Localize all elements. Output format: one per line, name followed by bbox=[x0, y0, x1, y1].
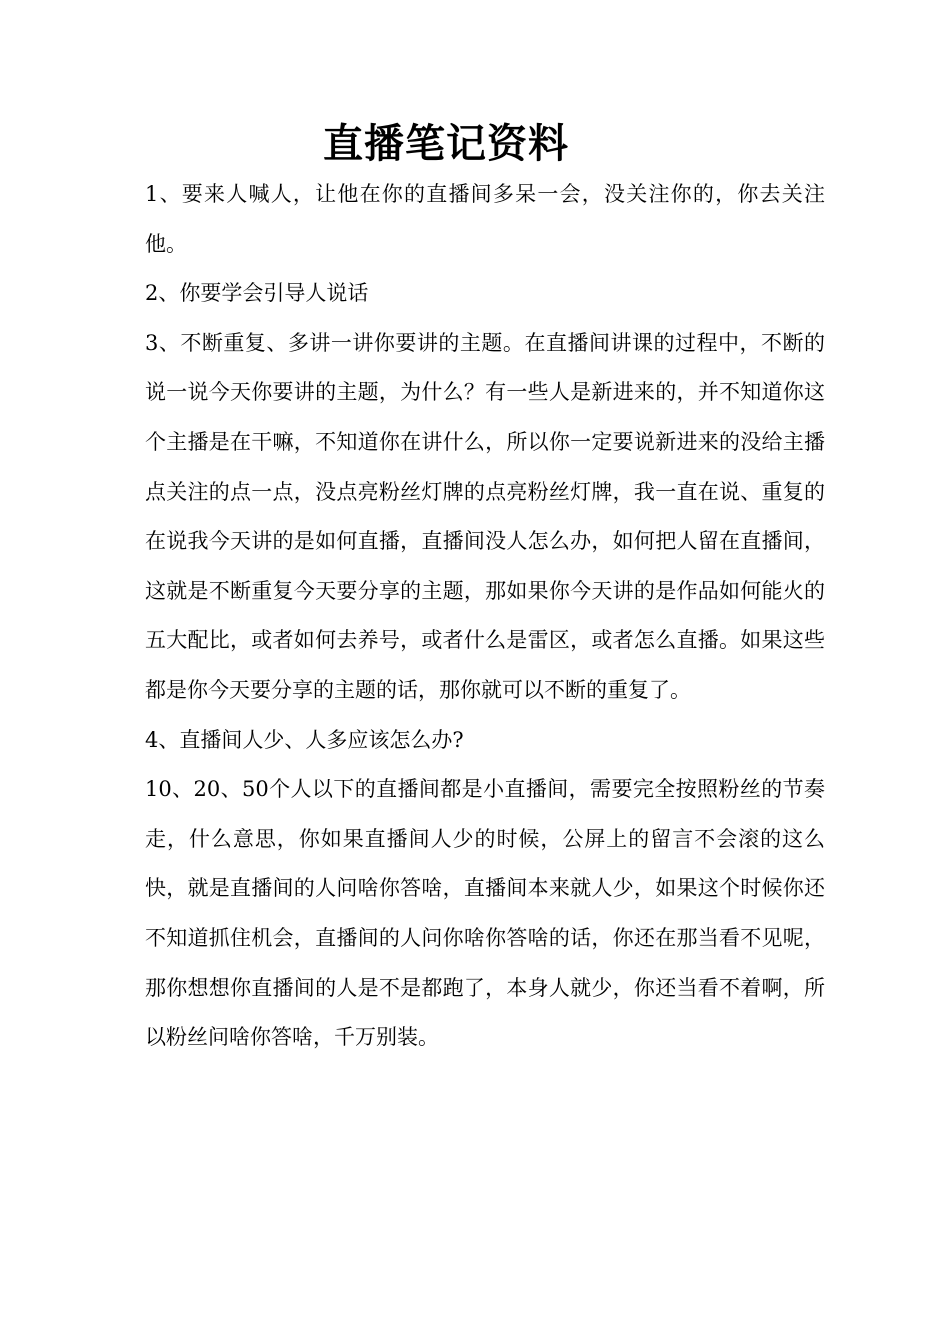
paragraph-1: 1、要来人喊人，让他在你的直播间多呆一会，没关注你的，你去关注他。 bbox=[145, 182, 825, 256]
document-title: 直播笔记资料 bbox=[323, 120, 569, 167]
paragraph-4: 4、直播间人少、人多应该怎么办? bbox=[145, 727, 464, 752]
paragraph-5: 10、20、50个人以下的直播间都是小直播间，需要完全按照粉丝的节奏走，什么意思，你如果直播间人少的时候，公屏上的留言不会滚的这么快，就是直播间的人问啥你答啥，直播间本来就人少，如果这个时候你还不知道抓住机会，直播间的人问你啥你答啥的话，你还在那当看不见呢，那你想想你直播间的人是不是都跑了，本身人就少，你还当看不着啊，所以粉丝问啥你答啥，千万别装。 bbox=[145, 777, 825, 1050]
paragraph-2: 2、你要学会引导人说话 bbox=[145, 281, 369, 306]
document-body bbox=[145, 170, 825, 1063]
paragraph-3: 3、不断重复、多讲一讲你要讲的主题。在直播间讲课的过程中，不断的说一说今天你要讲的主题，为什么？有一些人是新进来的，并不知道你这个主播是在干嘛，不知道你在讲什么，所以你一定要说新进来的没给主播点关注的点一点，没点亮粉丝灯牌的点亮粉丝灯牌，我一直在说、重复的在说我今天讲的是如何直播，直播间没人怎么办，如何把人留在直播间，这就是不断重复今天要分享的主题，那如果你今天讲的是作品如何能火的五大配比，或者如何去养号，或者什么是雷区，或者怎么直播。如果这些都是你今天要分享的主题的话，那你就可以不断的重复了。 bbox=[145, 330, 825, 702]
